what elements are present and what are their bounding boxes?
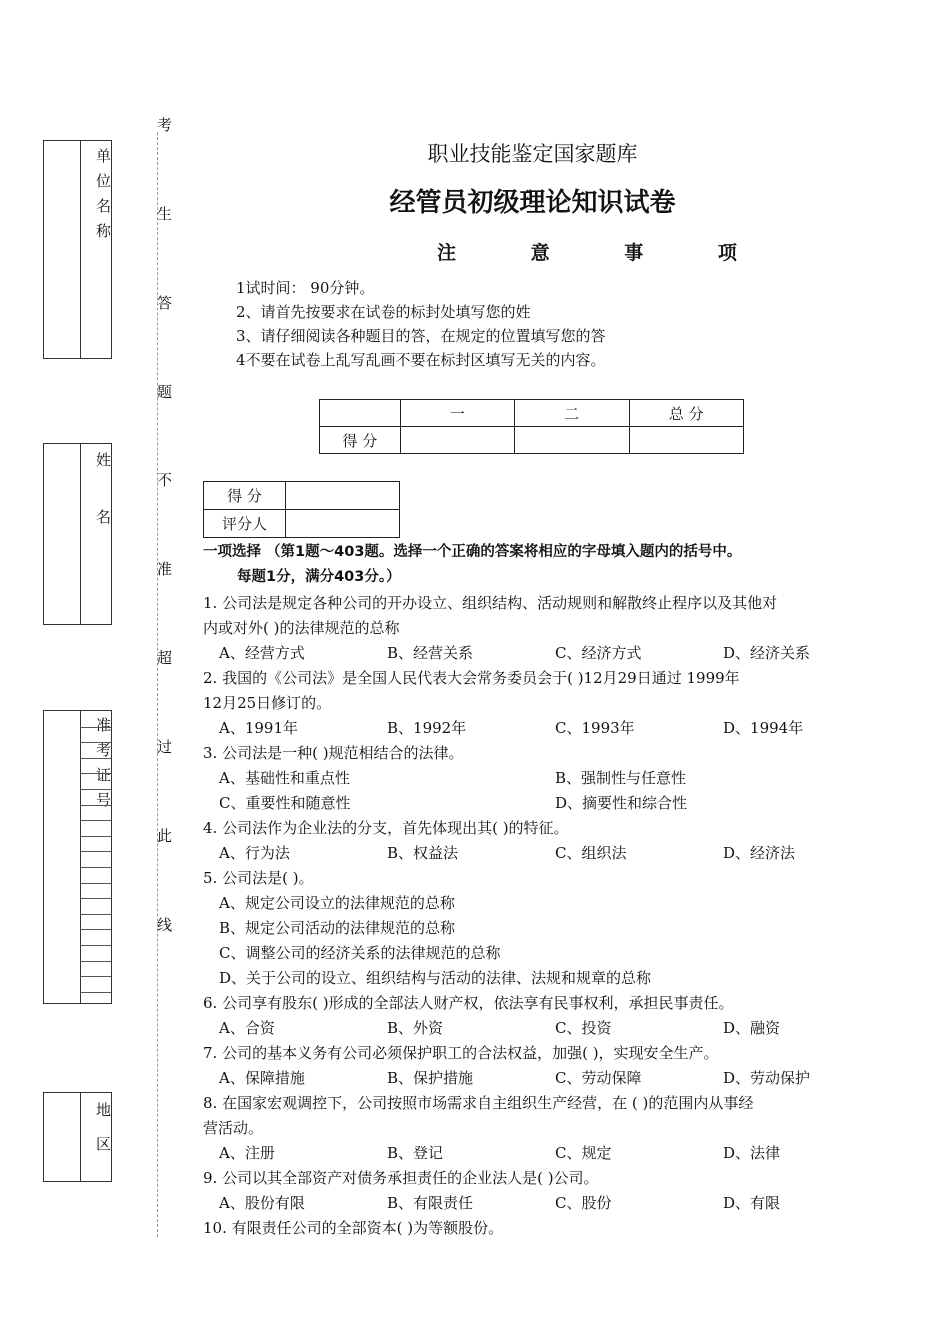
answer-option[interactable]: C、规定 [555,1144,612,1162]
score-cell-total[interactable] [629,427,743,454]
score-header-part2: 二 [515,400,629,427]
score-summary-table [319,399,744,454]
score-header-empty [320,400,401,427]
name-label-char: 姓 [96,451,112,469]
question-text: 10. 有限责任公司的全部资本( )为等额股份。 [203,1219,504,1237]
grader-score-label: 得 分 [204,482,286,510]
ticket-grid-line [80,836,111,837]
exam-title: 经管员初级理论知识试卷 [389,188,676,218]
ticket-grid-line [80,727,111,728]
binding-line-char: 生 [157,205,173,223]
question-text: 3. 公司法是一种( )规范相结合的法律。 [203,744,464,762]
binding-line-char: 题 [157,383,173,401]
ticket-grid-line [80,851,111,852]
answer-option[interactable]: A、注册 [219,1144,275,1162]
binding-line-char: 线 [157,916,173,934]
ticket-number-box [43,710,112,1004]
ticket-grid-line [80,929,111,930]
score-cell-part1[interactable] [400,427,514,454]
question-text: 内或对外( )的法律规范的总称 [203,619,400,637]
answer-option[interactable]: D、融资 [723,1019,781,1037]
question-text: 12月25日修订的。 [203,694,332,712]
answer-option[interactable]: D、1994年 [723,719,804,737]
answer-option[interactable]: A、保障措施 [219,1069,305,1087]
question-text: 5. 公司法是( )。 [203,869,314,887]
question-text: 7. 公司的基本义务有公司必须保护职工的合法权益，加强( )，实现安全生产。 [203,1044,719,1062]
question-text: 2. 我国的《公司法》是全国人民代表大会常务委员会于( )12月29日通过 1999年 [203,669,740,687]
region-label-char: 区 [96,1135,112,1153]
notes-list [236,276,606,372]
binding-line-char: 考 [157,116,173,134]
answer-option[interactable]: C、经济方式 [555,644,642,662]
ticket-grid-line [80,867,111,868]
ticket-label-char: 号 [96,791,112,809]
ticket-grid-line [80,914,111,915]
ticket-grid-line [80,883,111,884]
grader-score-cell[interactable] [286,482,400,510]
answer-option[interactable]: D、有限 [723,1194,781,1212]
answer-option[interactable]: C、组织法 [555,844,627,862]
candidate-name-box [43,443,112,625]
notice-title: 注 意 事 项 [437,242,771,264]
binding-line-char: 过 [157,738,173,756]
ticket-grid-line [80,961,111,962]
note-item: 1试时间： 90分钟。 [236,279,375,297]
question-text: 9. 公司以其全部资产对债务承担责任的企业法人是( )公司。 [203,1169,599,1187]
answer-option[interactable]: A、规定公司设立的法律规范的总称 [219,894,455,912]
region-box [43,1092,112,1182]
answer-option[interactable]: B、外资 [387,1019,444,1037]
answer-option[interactable]: A、股份有限 [219,1194,305,1212]
answer-option[interactable]: D、劳动保护 [723,1069,811,1087]
binding-line-char: 不 [157,471,173,489]
answer-option[interactable]: A、1991年 [219,719,299,737]
binding-line-char: 答 [157,294,173,312]
ticket-grid-line [80,820,111,821]
region-label-char: 地 [96,1101,112,1119]
answer-option[interactable]: B、1992年 [387,719,467,737]
question-text: 4. 公司法作为企业法的分支，首先体现出其( )的特征。 [203,819,569,837]
binding-line-char: 超 [157,649,173,667]
ticket-grid-line [80,945,111,946]
ticket-grid-line [80,992,111,993]
answer-option[interactable]: B、强制性与任意性 [555,769,687,787]
score-row-label: 得 分 [320,427,401,454]
grader-name-label: 评分人 [204,510,286,538]
answer-option[interactable]: C、投资 [555,1019,612,1037]
unit-label-char: 名 [96,197,112,215]
unit-label-char: 单 [96,147,112,165]
section-heading-line2: 每题1分，满分403分。） [237,569,401,585]
ticket-grid-line [80,789,111,790]
answer-option[interactable]: C、重要性和随意性 [219,794,351,812]
binding-line-char: 此 [157,827,173,845]
score-header-part1: 一 [400,400,514,427]
ticket-label-char: 考 [96,741,112,759]
grader-table [203,481,400,538]
answer-option[interactable]: B、保护措施 [387,1069,474,1087]
note-item: 2、请首先按要求在试卷的标封处填写您的姓 [236,303,531,321]
answer-option[interactable]: C、调整公司的经济关系的法律规范的总称 [219,944,501,962]
answer-option[interactable]: C、劳动保障 [555,1069,642,1087]
ticket-grid-line [80,805,111,806]
answer-option[interactable]: B、有限责任 [387,1194,474,1212]
answer-option[interactable]: D、法律 [723,1144,781,1162]
section-heading [203,540,741,590]
answer-option[interactable]: D、关于公司的设立、组织结构与活动的法律、法规和规章的总称 [219,969,652,987]
unit-name-box [43,140,112,359]
question-text: 1. 公司法是规定各种公司的开办设立、组织结构、活动规则和解散终止程序以及其他对 [203,594,778,612]
question-text: 6. 公司享有股东( )形成的全部法人财产权，依法享有民事权利，承担民事责任。 [203,994,734,1012]
ticket-grid-line [80,758,111,759]
answer-option[interactable]: A、基础性和重点性 [219,769,350,787]
ticket-grid-line [80,898,111,899]
question-text: 营活动。 [203,1119,264,1137]
answer-option[interactable]: A、行为法 [219,844,290,862]
answer-option[interactable]: C、1993年 [555,719,635,737]
answer-option[interactable]: B、经营关系 [387,644,474,662]
question-text: 8. 在国家宏观调控下，公司按照市场需求自主组织生产经营，在 ( )的范围内从事经 [203,1094,754,1112]
answer-option[interactable]: D、摘要性和综合性 [555,794,688,812]
answer-option[interactable]: D、经济法 [723,844,796,862]
score-header-total: 总 分 [629,400,743,427]
answer-option[interactable]: A、合资 [219,1019,275,1037]
grader-name-cell[interactable] [286,510,400,538]
answer-option[interactable]: A、经营方式 [219,644,305,662]
note-item: 4不要在试卷上乱写乱画不要在标封区填写无关的内容。 [236,351,606,369]
ticket-grid-line [80,742,111,743]
note-item: 3、请仔细阅读各种题目的答，在规定的位置填写您的答 [236,327,606,345]
unit-label-char: 称 [96,222,112,240]
section-heading-line1: 一项选择 （第1题～403题。选择一个正确的答案将相应的字母填入题内的括号中。 [203,544,742,560]
answer-option[interactable]: B、登记 [387,1144,444,1162]
answer-option[interactable]: C、股份 [555,1194,612,1212]
name-label-char: 名 [96,508,112,526]
unit-label-char: 位 [96,172,112,190]
answer-option[interactable]: D、经济关系 [723,644,811,662]
question-bank-title: 职业技能鉴定国家题库 [427,142,638,166]
answer-option[interactable]: B、权益法 [387,844,459,862]
ticket-grid-line [80,976,111,977]
ticket-label-char: 证 [96,766,112,784]
ticket-label-char: 准 [96,716,112,734]
answer-option[interactable]: B、规定公司活动的法律规范的总称 [219,919,456,937]
ticket-grid-line [80,773,111,774]
binding-line-char: 准 [157,560,173,578]
score-cell-part2[interactable] [515,427,629,454]
